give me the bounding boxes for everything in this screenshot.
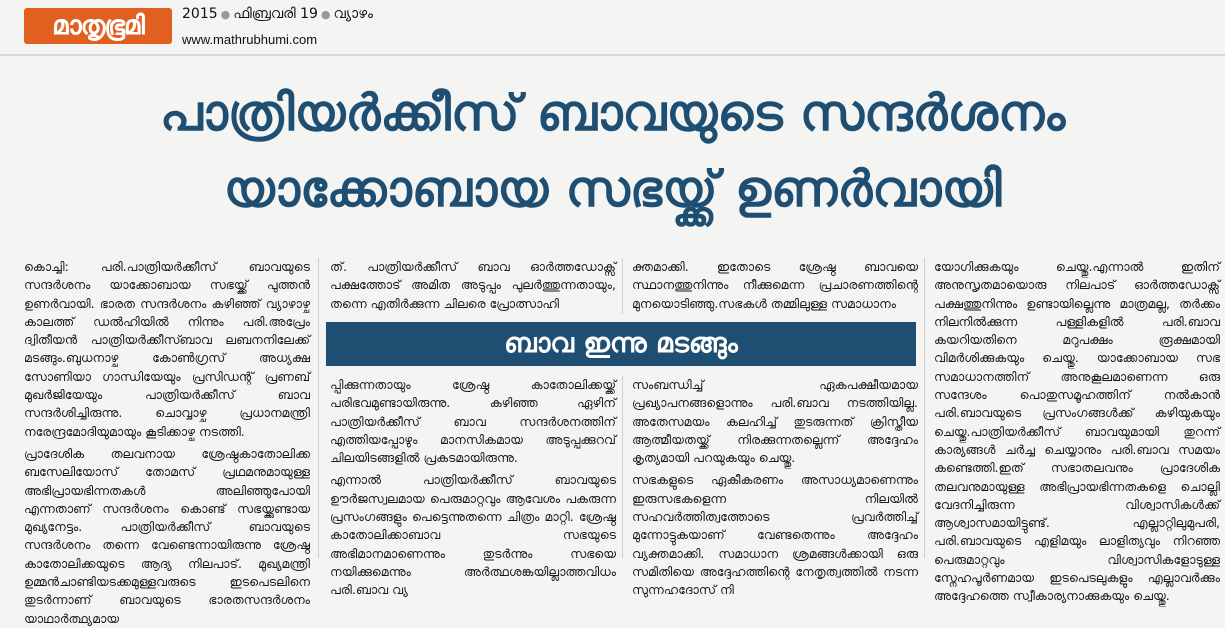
- separator-dot: ●: [220, 8, 231, 21]
- column-divider: [924, 258, 925, 558]
- masthead-divider: [0, 54, 1225, 56]
- subheading-banner: ബാവ ഇന്നു മടങ്ങും: [326, 322, 916, 366]
- headline-line-2: യാക്കോബായ സഭയ്ക്ക് ഉണർവായി: [223, 160, 1002, 218]
- article-column-2-top: [330, 258, 616, 314]
- date-day: ഫിബ്രവരി 19: [233, 6, 318, 22]
- paragraph: സംബന്ധിച്ച് ഏകപക്ഷീയമായ പ്രഖ്യാപനങ്ങളൊന്നും പരി.ബാവ നടത്തിയില്ല. അതേസമയം കലഹിച്ച് തുടരുന്നത് ക്രിസ്തീയ ആത്മീയതയ്ക്ക് നിരക്കുന്നതല്ലെന്ന് അദ്ദേഹം കൃത്യമായി പറയുകയും ചെയ്തു.: [632, 377, 918, 466]
- column-divider: [622, 376, 623, 558]
- headline-line-1: പാത്രിയർക്കീസ് ബാവയുടെ സന്ദർശനം: [159, 84, 1066, 142]
- masthead: [0, 0, 1225, 78]
- website-url: www.mathrubhumi.com: [182, 32, 318, 47]
- date-year: 2015: [182, 6, 218, 22]
- article-column-3-bottom: [632, 376, 918, 598]
- column-divider: [622, 258, 623, 314]
- paragraph: ത്. പാത്രിയർക്കീസ് ബാവ ഓർത്തഡോക്സ് പക്ഷത്തോട് അമിത അടുപ്പം പുലർത്തുന്നതായും, തന്നെ എതിർക്കുന്ന ചിലരെ പ്രോത്സാഹി: [330, 259, 616, 311]
- paragraph: യോഗിക്കുകയും ചെയ്തു.എന്നാൽ ഇതിന് അനുസൃതമായൊരു നിലപാട് ഓർത്തഡോക്സ് പക്ഷത്തുനിന്നും ഉണ്ടായില്ലെന്നു മാത്രമല്ല, തർക്കം നിലനിൽക്കുന്ന പള്ളികളിൽ പരി.ബാവ കയറിയതിനെ മറുപക്ഷം രൂക്ഷമായി വിമർശിക്കുകയും ചെയ്തു. യാക്കോബായ സഭ സമാധാനത്തിന് അനുകൂലമാണെന്ന ഒരു സന്ദേശം പൊതുസമൂഹത്തിന് നൽകാൻ പരി.ബാവയുടെ പ്രസംഗങ്ങൾക്ക് കഴിയുകയും ചെയ്തു.പാത്രിയർക്കീസ് ബാവയുമായി തുറന്ന് കാര്യങ്ങൾ ചർച്ച ചെയ്യാനും പരി.ബാവ സമയം കണ്ടെത്തി.ഇത് സഭാതലവനും പ്രാദേശിക തലവനുമായുള്ള അഭിപ്രായഭിന്നതകളെ ചൊല്ലി വേദനിച്ചിരുന്ന വിശ്വാസികൾക്ക് ആശ്വാസമായിട്ടുണ്ട്. എല്ലാറ്റിലുമുപരി, പരി.ബാവയുടെ എളിമയും ലാളിത്യവും നിറഞ്ഞ പെരുമാറ്റവും വിശ്വാസികളോടുള്ള സ്നേഹപൂർണമായ ഇടപെടലുകളും എല്ലാവർക്കും അദ്ദേഹത്തെ സ്വീകാര്യനാക്കുകയും ചെയ്തു.: [934, 259, 1220, 604]
- column-divider: [318, 258, 319, 558]
- article-column-4: [934, 258, 1220, 604]
- paragraph: സഭകളുടെ ഏകീകരണം അസാധ്യമാണെന്നും ഇരുസഭകളെന്ന നിലയിൽ സഹവർത്തിത്വത്തോടെ പ്രവർത്തിച്ച് മുന്നോട്ടുകയാണ് വേണ്ടതെന്നും അദ്ദേഹം വ്യക്തമാക്കി. സമാധാന ശ്രമങ്ങൾക്കായി ഒരു സമിതിയെ അദ്ദേഹത്തിന്റെ നേതൃത്വത്തിൽ നടന്ന സുന്നഹദോസ് നി: [632, 472, 918, 598]
- article-column-1: [24, 258, 310, 626]
- dateline: [182, 6, 373, 22]
- newspaper-logo: മാതൃഭൂമി: [24, 8, 172, 44]
- paragraph: പ്പിക്കുന്നതായും ശ്രേഷ്ഠ കാതോലിക്കയ്ക്ക് പരിഭവമുണ്ടായിരുന്നു. കഴിഞ്ഞ ഏഴിന് പാത്രിയർക്കീസ് ബാവ സന്ദർശനത്തിന് എത്തിയപ്പോഴും മാനസികമായ അടുപ്പക്കുറവ് ചിലയിടങ്ങളിൽ പ്രകടമായിരുന്നു.: [330, 377, 616, 466]
- separator-dot: ●: [320, 8, 331, 21]
- paragraph: എന്നാൽ പാത്രിയർക്കീസ് ബാവയുടെ ഊർജസ്വലമായ പെരുമാറ്റവും ആവേശം പകരുന്ന പ്രസംഗങ്ങളും പെട്ടെന്നുതന്നെ ചിത്രം മാറ്റി. ശ്രേഷ്ഠ കാതോലിക്കാബാവ സഭയുടെ അഭിമാനമാണെന്നും തുടർന്നും സഭയെ നയിക്കുമെന്നും അർത്ഥശങ്കയില്ലാത്തവിധം പരി.ബാവ വ്യ: [330, 472, 616, 598]
- paragraph: പ്രാദേശിക തലവനായ ശ്രേഷ്ഠകാതോലിക്ക ബസേലിയോസ് തോമസ് പ്രഥമനുമായുള്ള അഭിപ്രായഭിന്നതകൾ അലിഞ്ഞുപോയി എന്നതാണ് സന്ദർശനം കൊണ്ട് സഭയ്ക്കുണ്ടായ മുഖ്യനേട്ടം. പാത്രിയർക്കീസ് ബാവയുടെ സന്ദർശനം തന്നെ വേണ്ടെന്നായിരുന്നു ശ്രേഷ്ഠ കാതോലിക്കയുടെ ആദ്യ നിലപാട്. മുഖ്യമന്ത്രി ഉമ്മൻചാണ്ടിയടക്കമുള്ളവരുടെ ഇടപെടലിനെ തുടർന്നാണ് ബാവയുടെ ഭാരതസന്ദർശനം യാഥാർത്ഥ്യമായ: [24, 445, 310, 626]
- article-column-2-bottom: [330, 376, 616, 598]
- article-column-3-top: [632, 258, 918, 314]
- paragraph: ക്തമാക്കി. ഇതോടെ ശ്രേഷ്ഠ ബാവയെ സ്ഥാനത്തുനിന്നും നീക്കുമെന്ന പ്രചാരണത്തിന്റെ മുനയൊടിഞ്ഞു.സഭകൾ തമ്മിലുള്ള സമാധാനം: [632, 259, 918, 311]
- date-weekday: വ്യാഴം: [333, 6, 373, 22]
- paragraph: കൊച്ചി: പരി.പാത്രിയർക്കീസ് ബാവയുടെ സന്ദർശനം യാക്കോബായ സഭയ്ക്ക് പുത്തൻ ഉണർവായി. ഭാരത സന്ദർശനം കഴിഞ്ഞ് വ്യാഴാഴ്ച കാലത്ത് ഡൽഹിയിൽ നിന്നും പരി.അപ്രേം ദ്വിതീയൻ പാത്രിയർക്കീസ്ബാവ ലബനനിലേക്ക് മടങ്ങും.ബുധനാഴ്ച കോൺഗ്രസ് അധ്യക്ഷ സോണിയാ ഗാന്ധിയേയും പ്രസിഡന്റ് പ്രണബ് മുഖർജിയേയും പാത്രിയർക്കീസ് ബാവ സന്ദർശിച്ചിരുന്നു. ചൊവ്വാഴ്ച പ്രധാനമന്ത്രി നരേന്ദ്രമോദിയുമായും കൂടിക്കാഴ്ച നടത്തി.: [24, 259, 310, 439]
